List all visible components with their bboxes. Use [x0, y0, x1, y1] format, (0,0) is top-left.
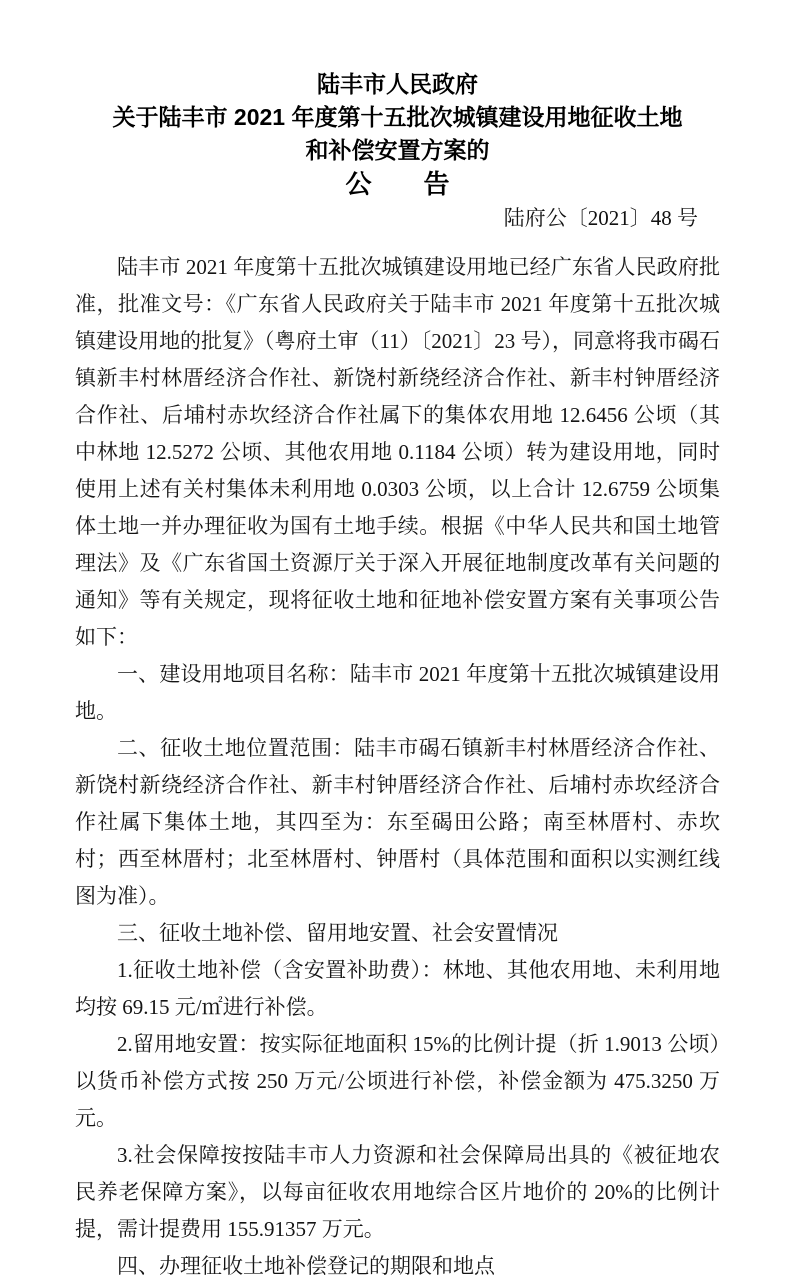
paragraph: 一、建设用地项目名称：陆丰市 2021 年度第十五批次城镇建设用地。	[75, 662, 720, 723]
paragraph: 3.社会保障按按陆丰市人力资源和社会保障局出具的《被征地农民养老保障方案》，以每亩征收农用地综合区片地价的 20%的比例计提，需计提费用 155.91357 万元。	[75, 1143, 720, 1241]
paragraph: 三、征收土地补偿、留用地安置、社会安置情况	[117, 921, 558, 945]
notice-heading: 公 告	[345, 169, 450, 199]
paragraph: 2.留用地安置：按实际征地面积 15%的比例计提（折 1.9013 公顷）以货币补偿方式按 250 万元/公顷进行补偿，补偿金额为 475.3250 万元。	[75, 1032, 720, 1130]
document-body	[75, 249, 720, 1285]
doc-number: 陆府公〔2021〕48 号	[503, 206, 698, 230]
paragraph: 1.征收土地补偿（含安置补助费）：林地、其他农用地、未利用地均按 69.15 元/㎡进行补偿。	[75, 958, 720, 1019]
paragraph: 陆丰市 2021 年度第十五批次城镇建设用地已经广东省人民政府批准，批准文号：《广东省人民政府关于陆丰市 2021 年度第十五批次城镇建设用地的批复》（粤府土审（11）〔2021〕23 号），同意将我市碣石镇新丰村林厝经济合作社、新饶村新绕经济合作社、新丰村钟厝经济合作社、后埔村赤坎经济合作社属下的集体农用地 12.6456 公顷（其中林地 12.5272 公顷、其他农用地 0.1184 公顷）转为建设用地，同时使用上述有关村集体未利用地 0.0303 公顷，以上合计 12.6759 公顷集体土地一并办理征收为国有土地手续。根据《中华人民共和国土地管理法》及《广东省国土资源厅关于深入开展征地制度改革有关问题的通知》等有关规定，现将征收土地和征地补偿安置方案有关事项公告如下：	[75, 255, 720, 649]
document-title-line3: 和补偿安置方案的	[305, 137, 490, 163]
paragraph: 二、征收土地位置范围：陆丰市碣石镇新丰村林厝经济合作社、新饶村新绕经济合作社、新丰村钟厝经济合作社、后埔村赤坎经济合作社属下集体土地，其四至为：东至碣田公路；南至林厝村、赤坎村；西至林厝村；北至林厝村、钟厝村（具体范围和面积以实测红线图为准）。	[75, 736, 720, 908]
document-title-line2: 关于陆丰市 2021 年度第十五批次城镇建设用地征收土地	[112, 104, 683, 130]
document-title	[75, 68, 720, 200]
paragraph: 四、办理征收土地补偿登记的期限和地点	[117, 1254, 495, 1278]
document-title-line1: 陆丰市人民政府	[317, 71, 478, 97]
